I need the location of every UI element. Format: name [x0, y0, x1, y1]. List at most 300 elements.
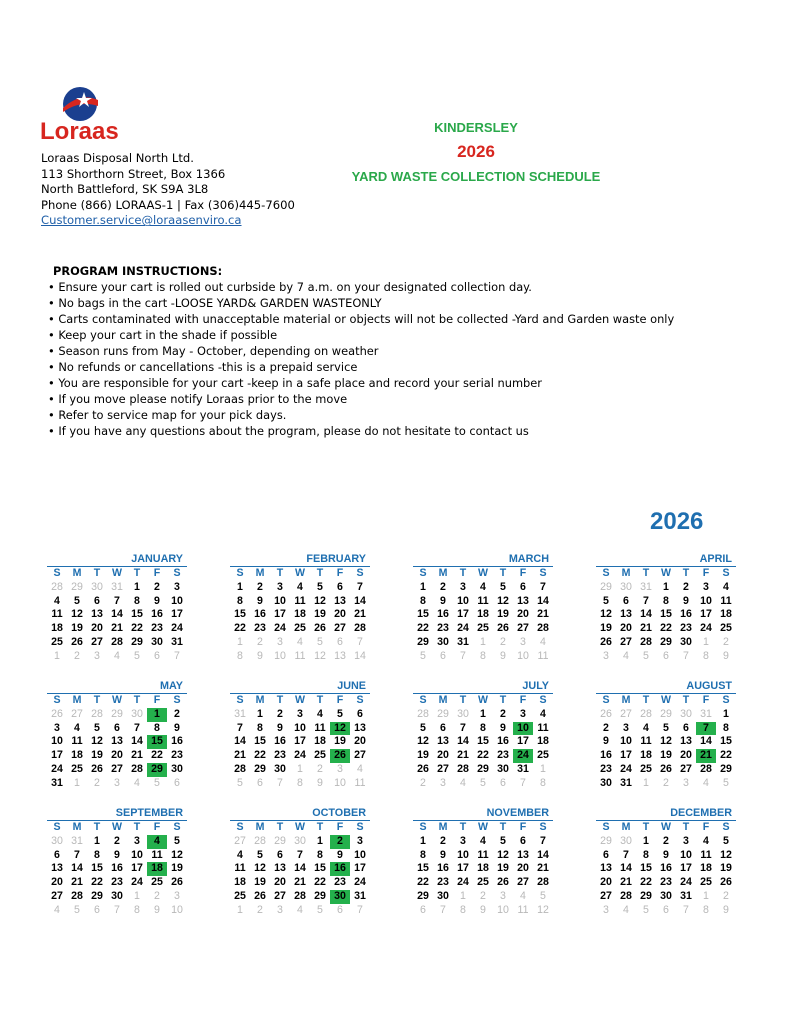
day-cell: 11	[314, 721, 326, 734]
month-may	[47, 680, 187, 791]
day-cell: 14	[294, 862, 306, 875]
month-name: FEBRUARY	[230, 553, 370, 567]
day-cell: 29	[417, 889, 429, 902]
adjacent-month-day: 3	[337, 762, 343, 775]
day-cell: 18	[640, 749, 652, 762]
day-cell: 10	[131, 848, 143, 861]
weekday-header: F	[153, 821, 161, 833]
day-cell: 1	[94, 834, 100, 847]
adjacent-month-day: 30	[620, 834, 632, 847]
day-cell: 29	[477, 762, 489, 775]
day-cell: 31	[620, 776, 632, 789]
day-cell: 18	[537, 735, 549, 748]
adjacent-month-day: 6	[337, 903, 343, 916]
day-cell: 12	[254, 862, 266, 875]
adjacent-month-day: 9	[723, 649, 729, 662]
day-cell: 18	[234, 876, 246, 889]
day-cell: 10	[171, 594, 183, 607]
day-cell: 25	[234, 889, 246, 902]
adjacent-month-day: 30	[680, 707, 692, 720]
day-cell: 26	[720, 876, 732, 889]
day-cell: 9	[114, 848, 120, 861]
day-cell: 18	[294, 608, 306, 621]
month-name: JULY	[413, 680, 553, 694]
day-cell: 19	[171, 862, 183, 875]
adjacent-month-day: 10	[171, 903, 183, 916]
day-cell: 1	[723, 707, 729, 720]
day-cell: 30	[274, 762, 286, 775]
weekday-header: W	[112, 694, 122, 706]
day-cell: 17	[354, 862, 366, 875]
day-cell: 6	[603, 848, 609, 861]
adjacent-month-day: 6	[500, 776, 506, 789]
adjacent-month-day: 5	[643, 903, 649, 916]
day-cell: 17	[680, 862, 692, 875]
day-cell: 17	[51, 749, 63, 762]
day-cell: 17	[274, 608, 286, 621]
adjacent-month-day: 31	[111, 580, 123, 593]
day-cell: 2	[277, 707, 283, 720]
weekday-header: F	[702, 821, 710, 833]
day-cell: 15	[131, 608, 143, 621]
adjacent-month-day: 29	[111, 707, 123, 720]
adjacent-month-day: 5	[420, 649, 426, 662]
weekday-header: F	[519, 567, 527, 579]
adjacent-month-day: 6	[174, 776, 180, 789]
day-cell: 23	[171, 749, 183, 762]
pickup-day: 26	[330, 749, 350, 763]
instruction-item: • Ensure your cart is rolled out curbside by 7 a.m. on your designated collection day.	[48, 280, 532, 294]
day-cell: 19	[497, 862, 509, 875]
day-cell: 26	[314, 622, 326, 635]
day-cell: 7	[237, 721, 243, 734]
adjacent-month-day: 27	[620, 707, 632, 720]
day-cell: 5	[174, 834, 180, 847]
day-cell: 16	[274, 735, 286, 748]
day-cell: 6	[623, 594, 629, 607]
day-cell: 25	[151, 876, 163, 889]
weekday-header: T	[93, 567, 101, 579]
day-cell: 13	[91, 608, 103, 621]
adjacent-month-day: 4	[54, 903, 60, 916]
adjacent-month-day: 6	[154, 649, 160, 662]
adjacent-month-day: 7	[357, 903, 363, 916]
day-cell: 25	[537, 749, 549, 762]
day-cell: 19	[334, 735, 346, 748]
adjacent-month-day: 6	[440, 649, 446, 662]
day-cell: 27	[517, 876, 529, 889]
adjacent-month-day: 12	[537, 903, 549, 916]
adjacent-month-day: 6	[663, 903, 669, 916]
day-cell: 17	[457, 608, 469, 621]
month-grid	[596, 694, 736, 791]
day-cell: 15	[660, 608, 672, 621]
day-cell: 28	[131, 762, 143, 775]
weekday-header: M	[72, 694, 82, 706]
day-cell: 1	[663, 580, 669, 593]
day-cell: 25	[640, 762, 652, 775]
adjacent-month-day: 10	[334, 776, 346, 789]
month-name: OCTOBER	[230, 807, 370, 821]
weekday-header: T	[459, 821, 467, 833]
day-cell: 19	[660, 749, 672, 762]
day-cell: 10	[294, 721, 306, 734]
adjacent-month-day: 7	[114, 903, 120, 916]
day-cell: 1	[420, 580, 426, 593]
day-cell: 13	[274, 862, 286, 875]
adjacent-month-day: 3	[683, 776, 689, 789]
day-cell: 4	[643, 721, 649, 734]
day-cell: 5	[337, 707, 343, 720]
day-cell: 14	[620, 862, 632, 875]
adjacent-month-day: 8	[134, 903, 140, 916]
weekday-header: W	[295, 821, 305, 833]
weekday-header: F	[519, 694, 527, 706]
adjacent-month-day: 30	[51, 834, 63, 847]
month-name: SEPTEMBER	[47, 807, 187, 821]
weekday-header: S	[356, 821, 364, 833]
day-cell: 24	[171, 622, 183, 635]
day-cell: 27	[91, 635, 103, 648]
adjacent-month-day: 8	[540, 776, 546, 789]
day-cell: 31	[171, 635, 183, 648]
day-cell: 11	[477, 594, 489, 607]
day-cell: 30	[600, 776, 612, 789]
adjacent-month-day: 13	[334, 649, 346, 662]
day-cell: 14	[111, 608, 123, 621]
day-cell: 8	[154, 721, 160, 734]
adjacent-month-day: 31	[640, 580, 652, 593]
day-cell: 3	[623, 721, 629, 734]
day-cell: 24	[457, 876, 469, 889]
weekday-header: T	[459, 694, 467, 706]
brand-wordmark: Loraas	[40, 118, 119, 145]
weekday-header: S	[356, 567, 364, 579]
day-cell: 14	[457, 735, 469, 748]
day-cell: 5	[500, 834, 506, 847]
day-cell: 25	[314, 749, 326, 762]
day-cell: 24	[620, 762, 632, 775]
day-cell: 29	[131, 635, 143, 648]
day-cell: 28	[620, 889, 632, 902]
day-cell: 12	[314, 594, 326, 607]
weekday-header: W	[661, 567, 671, 579]
weekday-header: T	[276, 694, 284, 706]
day-cell: 24	[131, 876, 143, 889]
weekday-header: S	[173, 567, 181, 579]
day-cell: 20	[111, 749, 123, 762]
day-cell: 3	[54, 721, 60, 734]
day-cell: 25	[720, 622, 732, 635]
weekday-header: T	[642, 694, 650, 706]
adjacent-month-day: 5	[643, 649, 649, 662]
day-cell: 12	[600, 608, 612, 621]
weekday-header: S	[539, 821, 547, 833]
day-cell: 26	[171, 876, 183, 889]
day-cell: 18	[51, 622, 63, 635]
weekday-header: W	[295, 694, 305, 706]
adjacent-month-day: 4	[134, 776, 140, 789]
adjacent-month-day: 2	[480, 889, 486, 902]
weekday-header: T	[133, 567, 141, 579]
day-cell: 20	[680, 749, 692, 762]
day-cell: 22	[660, 622, 672, 635]
day-cell: 11	[640, 735, 652, 748]
adjacent-month-day: 1	[460, 889, 466, 902]
month-name: DECEMBER	[596, 807, 736, 821]
day-cell: 6	[683, 721, 689, 734]
instruction-item: • Season runs from May - October, depending on weather	[48, 344, 379, 358]
adjacent-month-day: 3	[440, 776, 446, 789]
weekday-header: F	[336, 567, 344, 579]
pickup-day: 12	[330, 722, 350, 736]
weekday-header: F	[702, 567, 710, 579]
day-cell: 24	[294, 749, 306, 762]
day-cell: 16	[151, 608, 163, 621]
month-grid	[230, 694, 370, 791]
month-name: MAY	[47, 680, 187, 694]
adjacent-month-day: 9	[154, 903, 160, 916]
day-cell: 28	[111, 635, 123, 648]
day-cell: 22	[640, 876, 652, 889]
weekday-header: T	[682, 694, 690, 706]
adjacent-month-day: 1	[54, 649, 60, 662]
day-cell: 13	[517, 594, 529, 607]
adjacent-month-day: 1	[74, 776, 80, 789]
day-cell: 11	[234, 862, 246, 875]
weekday-header: F	[336, 694, 344, 706]
day-cell: 7	[357, 580, 363, 593]
day-cell: 19	[91, 749, 103, 762]
day-cell: 15	[254, 735, 266, 748]
day-cell: 22	[417, 622, 429, 635]
weekday-header: M	[438, 567, 448, 579]
weekday-header: T	[316, 821, 324, 833]
weekday-header: F	[336, 821, 344, 833]
day-cell: 22	[477, 749, 489, 762]
day-cell: 16	[254, 608, 266, 621]
day-cell: 24	[354, 876, 366, 889]
adjacent-month-day: 1	[237, 903, 243, 916]
month-january	[47, 553, 187, 664]
day-cell: 31	[354, 889, 366, 902]
day-cell: 18	[477, 862, 489, 875]
weekday-header: S	[356, 694, 364, 706]
day-cell: 21	[111, 622, 123, 635]
day-cell: 10	[680, 848, 692, 861]
adjacent-month-day: 7	[460, 649, 466, 662]
adjacent-month-day: 11	[294, 649, 306, 662]
day-cell: 25	[700, 876, 712, 889]
day-cell: 18	[477, 608, 489, 621]
day-cell: 17	[171, 608, 183, 621]
day-cell: 23	[334, 876, 346, 889]
day-cell: 4	[480, 580, 486, 593]
pickup-day: 16	[330, 862, 350, 876]
day-cell: 14	[234, 735, 246, 748]
day-cell: 26	[71, 635, 83, 648]
weekday-header: M	[438, 694, 448, 706]
day-cell: 10	[457, 848, 469, 861]
pickup-day: 24	[513, 749, 533, 763]
pickup-day: 29	[147, 763, 167, 777]
day-cell: 26	[91, 762, 103, 775]
weekday-header: M	[72, 821, 82, 833]
day-cell: 10	[620, 735, 632, 748]
day-cell: 7	[297, 848, 303, 861]
weekday-header: W	[112, 567, 122, 579]
day-cell: 28	[294, 889, 306, 902]
day-cell: 2	[257, 580, 263, 593]
day-cell: 9	[603, 735, 609, 748]
instruction-item: • Carts contaminated with unacceptable material or objects will not be collected -Yard and Garden waste only	[48, 312, 675, 326]
day-cell: 8	[237, 594, 243, 607]
day-cell: 2	[663, 834, 669, 847]
day-cell: 21	[354, 608, 366, 621]
adjacent-month-day: 1	[703, 889, 709, 902]
day-cell: 6	[94, 594, 100, 607]
day-cell: 21	[71, 876, 83, 889]
address-line-1: 113 Shorthorn Street, Box 1366	[41, 166, 226, 181]
month-name: NOVEMBER	[413, 807, 553, 821]
instruction-item: • Refer to service map for your pick days.	[48, 408, 287, 422]
weekday-header: T	[682, 821, 690, 833]
day-cell: 11	[51, 608, 63, 621]
day-cell: 27	[437, 762, 449, 775]
month-december	[596, 807, 736, 918]
day-cell: 21	[640, 622, 652, 635]
day-cell: 17	[700, 608, 712, 621]
day-cell: 30	[497, 762, 509, 775]
day-cell: 20	[274, 876, 286, 889]
pickup-day: 21	[696, 749, 716, 763]
email-link[interactable]: Customer.service@loraasenviro.ca	[41, 213, 242, 228]
adjacent-month-day: 4	[460, 776, 466, 789]
day-cell: 7	[540, 580, 546, 593]
day-cell: 25	[477, 622, 489, 635]
day-cell: 12	[497, 848, 509, 861]
day-cell: 6	[440, 721, 446, 734]
adjacent-month-day: 1	[643, 776, 649, 789]
day-cell: 3	[703, 580, 709, 593]
day-cell: 26	[254, 889, 266, 902]
adjacent-month-day: 2	[154, 889, 160, 902]
day-cell: 29	[254, 762, 266, 775]
day-cell: 4	[54, 594, 60, 607]
adjacent-month-day: 29	[600, 580, 612, 593]
adjacent-month-day: 3	[603, 649, 609, 662]
day-cell: 10	[274, 594, 286, 607]
day-cell: 23	[600, 762, 612, 775]
day-cell: 15	[314, 862, 326, 875]
day-cell: 5	[317, 580, 323, 593]
adjacent-month-day: 14	[354, 649, 366, 662]
adjacent-month-day: 2	[257, 635, 263, 648]
day-cell: 4	[237, 848, 243, 861]
weekday-header: W	[112, 821, 122, 833]
day-cell: 25	[477, 876, 489, 889]
weekday-header: T	[459, 567, 467, 579]
adjacent-month-day: 31	[700, 707, 712, 720]
company-address	[41, 151, 295, 229]
day-cell: 6	[357, 707, 363, 720]
adjacent-month-day: 4	[540, 635, 546, 648]
adjacent-month-day: 2	[663, 776, 669, 789]
day-cell: 2	[683, 580, 689, 593]
adjacent-month-day: 4	[357, 762, 363, 775]
day-cell: 8	[317, 848, 323, 861]
weekday-header: W	[661, 694, 671, 706]
weekday-header: M	[255, 821, 265, 833]
day-cell: 30	[151, 635, 163, 648]
pickup-day: 30	[330, 890, 350, 904]
day-cell: 20	[620, 622, 632, 635]
instruction-item: • No bags in the cart -LOOSE YARD& GARDEN WASTEONLY	[48, 296, 382, 310]
adjacent-month-day: 2	[723, 889, 729, 902]
weekday-header: S	[236, 694, 244, 706]
weekday-header: S	[236, 567, 244, 579]
adjacent-month-day: 30	[620, 580, 632, 593]
adjacent-month-day: 1	[297, 762, 303, 775]
day-cell: 15	[477, 735, 489, 748]
day-cell: 30	[171, 762, 183, 775]
town-name: KINDERSLEY	[434, 120, 518, 135]
day-cell: 29	[417, 635, 429, 648]
day-cell: 2	[154, 580, 160, 593]
weekday-header: S	[173, 821, 181, 833]
adjacent-month-day: 6	[663, 649, 669, 662]
day-cell: 4	[703, 834, 709, 847]
day-cell: 5	[74, 594, 80, 607]
adjacent-month-day: 10	[517, 649, 529, 662]
adjacent-month-day: 1	[703, 635, 709, 648]
day-cell: 18	[71, 749, 83, 762]
day-cell: 31	[457, 635, 469, 648]
day-cell: 29	[640, 889, 652, 902]
weekday-header: F	[153, 567, 161, 579]
day-cell: 20	[334, 608, 346, 621]
weekday-header: S	[419, 821, 427, 833]
day-cell: 8	[94, 848, 100, 861]
month-name: JANUARY	[47, 553, 187, 567]
day-cell: 15	[417, 608, 429, 621]
day-cell: 8	[420, 594, 426, 607]
pickup-day: 2	[330, 835, 350, 849]
day-cell: 19	[314, 608, 326, 621]
day-cell: 27	[334, 622, 346, 635]
day-cell: 12	[417, 735, 429, 748]
day-cell: 11	[71, 735, 83, 748]
day-cell: 27	[354, 749, 366, 762]
adjacent-month-day: 10	[274, 649, 286, 662]
adjacent-month-day: 7	[174, 649, 180, 662]
weekday-header: M	[255, 567, 265, 579]
weekday-header: S	[419, 567, 427, 579]
day-cell: 7	[623, 848, 629, 861]
adjacent-month-day: 5	[134, 649, 140, 662]
adjacent-month-day: 11	[354, 776, 366, 789]
month-grid	[47, 694, 187, 791]
day-cell: 28	[354, 622, 366, 635]
weekday-header: W	[295, 567, 305, 579]
weekday-header: T	[133, 821, 141, 833]
address-line-2: North Battleford, SK S9A 3L8	[41, 182, 209, 197]
weekday-header: S	[419, 694, 427, 706]
day-cell: 23	[437, 622, 449, 635]
day-cell: 29	[660, 635, 672, 648]
day-cell: 8	[134, 594, 140, 607]
pickup-day: 7	[696, 722, 716, 736]
